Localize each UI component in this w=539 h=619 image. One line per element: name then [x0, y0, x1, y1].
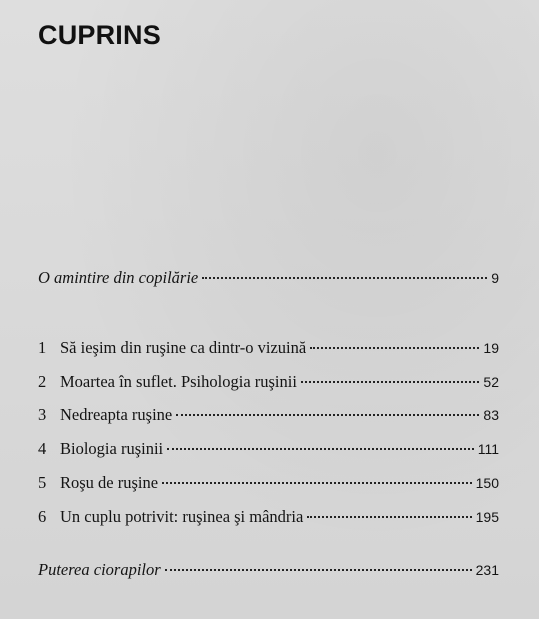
dot-leader [176, 414, 479, 416]
toc-entry-label: Să ieşim din ruşine ca dintr-o vizuină [60, 338, 307, 357]
toc-entry-label: Moartea în suflet. Psihologia ruşinii [60, 372, 297, 391]
toc-entry-label: Biologia ruşinii [60, 439, 164, 458]
chapter-number: 1 [38, 338, 47, 357]
dot-leader [167, 448, 474, 450]
dot-leader [310, 347, 479, 349]
toc-entry-chapter-3[interactable] [38, 405, 499, 425]
toc-entry-label: Roşu de ruşine [60, 473, 159, 492]
toc-entry-chapter-6[interactable] [38, 507, 499, 527]
toc-entry-page: 195 [475, 509, 499, 525]
dot-leader [162, 482, 472, 484]
dot-leader [202, 277, 487, 279]
chapter-number: 4 [38, 439, 47, 458]
toc-entry-chapter-4[interactable] [38, 439, 499, 459]
toc-entry-page: 231 [475, 562, 499, 578]
toc-entry-label: Un cuplu potrivit: ruşinea şi mândria [60, 507, 304, 526]
toc-entry-page: 19 [483, 340, 499, 356]
toc-entry-label: Puterea ciorapilor [38, 560, 161, 579]
dot-leader [165, 569, 472, 571]
chapter-number: 3 [38, 405, 47, 424]
chapter-number: 6 [38, 507, 47, 526]
page-title: CUPRINS [38, 20, 161, 50]
toc-entry-label: Nedreapta ruşine [60, 405, 173, 424]
toc-entry-prologue[interactable] [38, 268, 499, 288]
toc-entry-page: 52 [483, 374, 499, 390]
chapter-number: 2 [38, 372, 47, 391]
chapter-number: 5 [38, 473, 47, 492]
toc-entry-page: 83 [483, 407, 499, 423]
toc-entry-chapter-2[interactable] [38, 372, 499, 392]
toc-entry-page: 150 [475, 475, 499, 491]
dot-leader [307, 516, 471, 518]
toc-entry-page: 111 [477, 441, 499, 457]
toc-entry-page: 9 [491, 270, 499, 286]
toc-entry-chapter-1[interactable] [38, 338, 499, 358]
toc-entry-epilogue[interactable] [38, 560, 499, 580]
toc-entry-label: O amintire din copilărie [38, 268, 199, 287]
dot-leader [301, 381, 479, 383]
toc-entry-chapter-5[interactable] [38, 473, 499, 493]
